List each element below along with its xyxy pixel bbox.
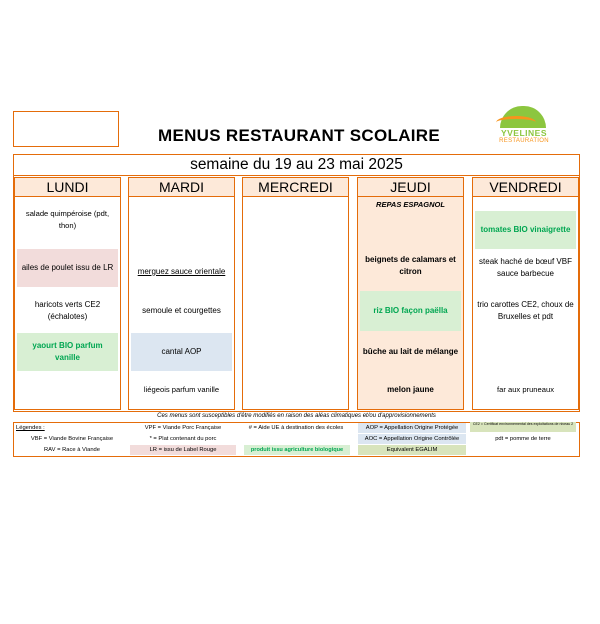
menu-item: haricots verts CE2 (échalotes) [34,299,101,321]
menu-item [17,374,118,406]
day-header-vendredi: VENDREDI [473,178,578,197]
week-divider [13,175,580,176]
legend-vpf: VPF = Viande Porc Française [144,425,222,431]
legend-aide-ue: # = Aide UE à destination des écoles [248,425,344,431]
menu-item: beignets de calamars et citron [365,254,456,276]
day-header-lundi: LUNDI [15,178,120,197]
jeudi-theme: REPAS ESPAGNOL [376,199,445,209]
menu-item: riz BIO façon paëlla [360,291,461,331]
menu-item [475,333,576,371]
week-heading: semaine du 19 au 23 mai 2025 [190,156,403,173]
day-header-mercredi: MERCREDI [243,178,348,197]
legend-pdt: pdt = pomme de terre [495,436,551,442]
menu-item [131,202,232,238]
legend-porc: * = Plat contenant du porc [149,436,217,442]
legend-egalim: Equivalent EGALIM [358,445,466,455]
legend-ce2: CE2 = Certificat environnemental des exploitations de niveau 2 [470,422,576,432]
menu-item: liégeois parfum vanille [143,385,220,395]
menu-item: steak haché de bœuf VBF sauce barbecue [479,256,572,278]
menu-item: trio carottes CE2, choux de Bruxelles et pdt [477,299,574,321]
menu-item: bûche au lait de mélange [362,346,459,356]
blank-header-box [13,111,119,147]
menu-item: cantal AOP [131,333,232,371]
legend-aop: AOP = Appellation Origine Protégée [358,423,466,433]
day-header-mardi: MARDI [129,178,234,197]
legend-label: Légendes : [16,425,45,431]
day-header-jeudi: JEUDI [358,178,463,197]
legend-box [13,422,580,457]
menu-item: merguez sauce orientale [137,266,226,276]
menu-item: melon jaune [387,384,434,394]
yvelines-restauration-logo [486,106,562,148]
menu-item: tomates BIO vinaigrette [475,211,576,249]
menu-item: semoule et courgettes [142,305,221,315]
legend-bio: produit issu agriculture biologique [244,445,350,455]
day-column-vendredi [472,177,579,410]
day-column-mardi [128,177,235,410]
menu-item: salade quimpéroise (pdt, thon) [25,209,110,230]
legend-label-rouge: LR = issu de Label Rouge [130,445,236,455]
menu-item: yaourt BIO parfum vanille [17,333,118,371]
page-title: MENUS RESTAURANT SCOLAIRE [157,126,441,145]
day-column-lundi [14,177,121,410]
logo-line2: RESTAURATION [499,138,549,144]
legend-vbf: VBF = Viande Bovine Française [30,436,114,442]
logo-line1: YVELINES [500,128,548,138]
day-column-jeudi [357,177,464,410]
day-column-mercredi [242,177,349,410]
disclaimer-note: Ces menus sont susceptibles d'être modifiés en raison des aléas climatiques et/ou d'approvisionnements [157,413,436,419]
legend-aoc: AOC = Appellation Origine Contrôlée [358,434,466,444]
menu-item: ailes de poulet issu de LR [17,249,118,287]
legend-rav: RAV = Race à Viande [43,447,101,453]
menu-item: far aux pruneaux [497,385,554,395]
